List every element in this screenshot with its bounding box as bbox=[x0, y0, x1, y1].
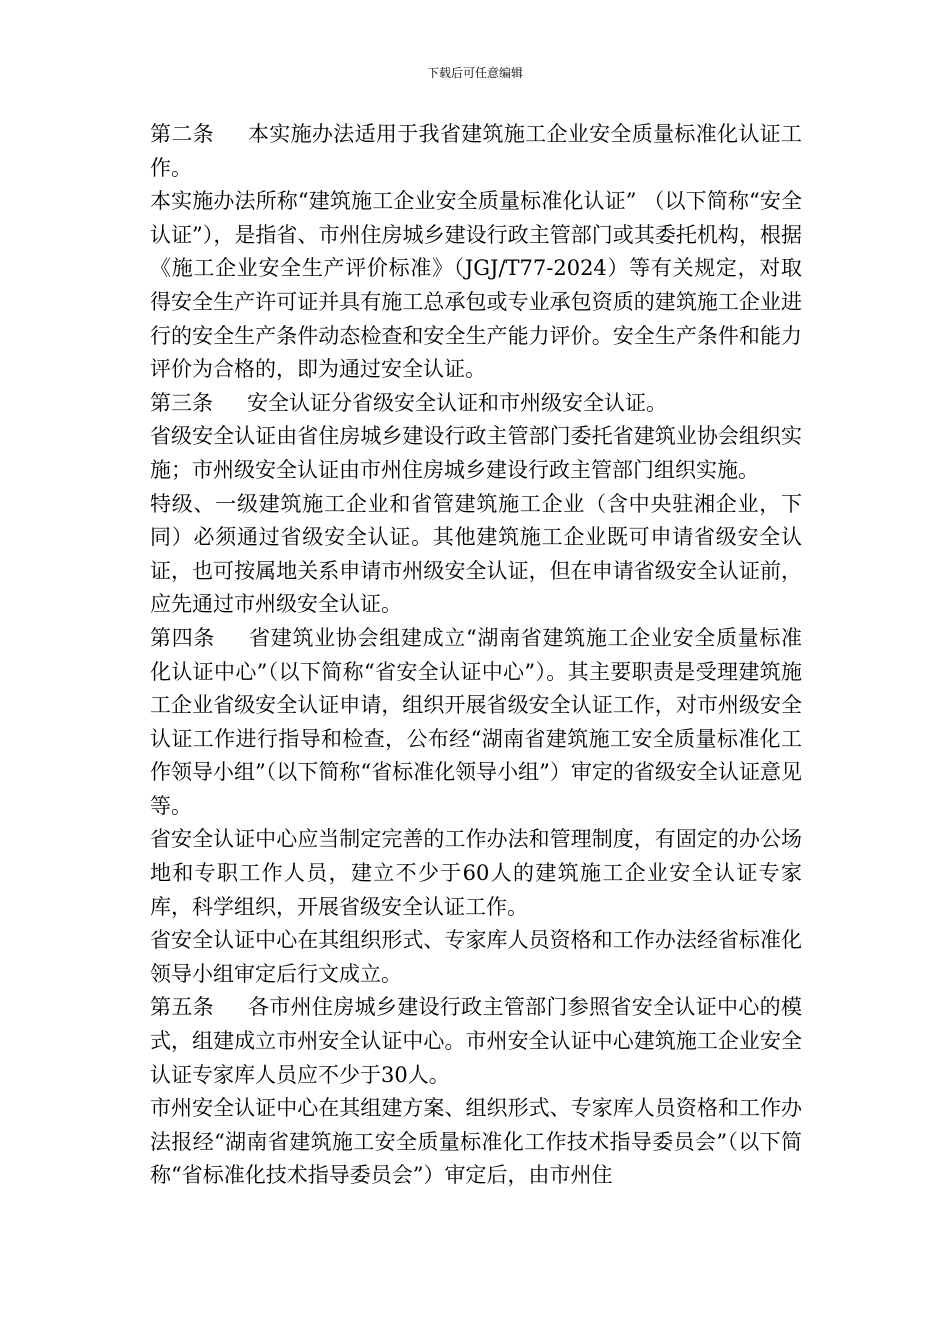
paragraph bbox=[150, 488, 802, 622]
paragraph-text: 安全认证分省级安全认证和市州级安全认证。 bbox=[247, 390, 667, 415]
paragraph-text: 特级、一级建筑施工企业和省管建筑施工企业（含中央驻湘企业，下同）必须通过省级安全认证。其他建筑施工企业既可申请省级安全认证，也可按属地关系申请市州级安全认证，但在申请省级安全认证前，应先通过市州级安全认证。 bbox=[150, 491, 802, 617]
paragraph-text: 省级安全认证由省住房城乡建设行政主管部门委托省建筑业协会组织实施；市州级安全认证由市州住房城乡建设行政主管部门组织实施。 bbox=[150, 424, 802, 482]
paragraph bbox=[150, 823, 802, 924]
paragraph bbox=[150, 1092, 802, 1193]
article-number: 第二条 bbox=[150, 122, 214, 146]
paragraph-text: 本实施办法所称“建筑施工企业安全质量标准化认证” （以下简称“安全认证”），是指省、市州住房城乡建设行政主管部门或其委托机构，根据《施工企业安全生产评价标准》（JGJ/T77-2024）等有关规定，对取得安全生产许可证并具有施工总承包或专业承包资质的建筑施工企业进行的安全生产条件动态检查和安全生产能力评价。安全生产条件和能力评价为合格的，即为通过安全认证。 bbox=[150, 189, 802, 382]
paragraph-text: 本实施办法适用于我省建筑施工企业安全质量标准化认证工作。 bbox=[150, 122, 803, 180]
paragraph-article-2 bbox=[150, 118, 802, 185]
paragraph-text: 市州安全认证中心在其组建方案、组织形式、专家库人员资格和工作办法报经“湖南省建筑施工安全质量标准化工作技术指导委员会”（以下简称“省标准化技术指导委员会”）审定后，由市州住 bbox=[150, 1096, 802, 1188]
article-number: 第四条 bbox=[150, 625, 216, 650]
paragraph-article-3 bbox=[150, 387, 802, 421]
article-number: 第三条 bbox=[150, 390, 213, 415]
paragraph-article-4 bbox=[150, 622, 802, 824]
paragraph-text: 省安全认证中心在其组织形式、专家库人员资格和工作办法经省标准化领导小组审定后行文成立。 bbox=[150, 928, 802, 986]
document-body bbox=[150, 118, 802, 1193]
paragraph-article-5 bbox=[150, 991, 802, 1092]
paragraph-text: 省建筑业协会组建成立“湖南省建筑施工企业安全质量标准化认证中心”（以下简称“省安全认证中心”）。其主要职责是受理建筑施工企业省级安全认证申请，组织开展省级安全认证工作，对市州级安全认证工作进行指导和检查，公布经“湖南省建筑施工安全质量标准化工作领导小组”（以下简称“省标准化领导小组”）审定的省级安全认证意见等。 bbox=[150, 625, 803, 818]
page-header-note: 下载后可任意编辑 bbox=[426, 66, 523, 80]
paragraph-text: 各市州住房城乡建设行政主管部门参照省安全认证中心的模式，组建成立市州安全认证中心。市州安全认证中心建筑施工企业安全认证专家库人员应不少于30人。 bbox=[150, 995, 803, 1087]
paragraph bbox=[150, 924, 802, 991]
paragraph bbox=[150, 185, 802, 387]
article-number: 第五条 bbox=[150, 995, 214, 1020]
paragraph bbox=[150, 420, 802, 487]
paragraph-text: 省安全认证中心应当制定完善的工作办法和管理制度，有固定的办公场地和专职工作人员，建立不少于60人的建筑施工企业安全认证专家库，科学组织，开展省级安全认证工作。 bbox=[150, 827, 802, 919]
